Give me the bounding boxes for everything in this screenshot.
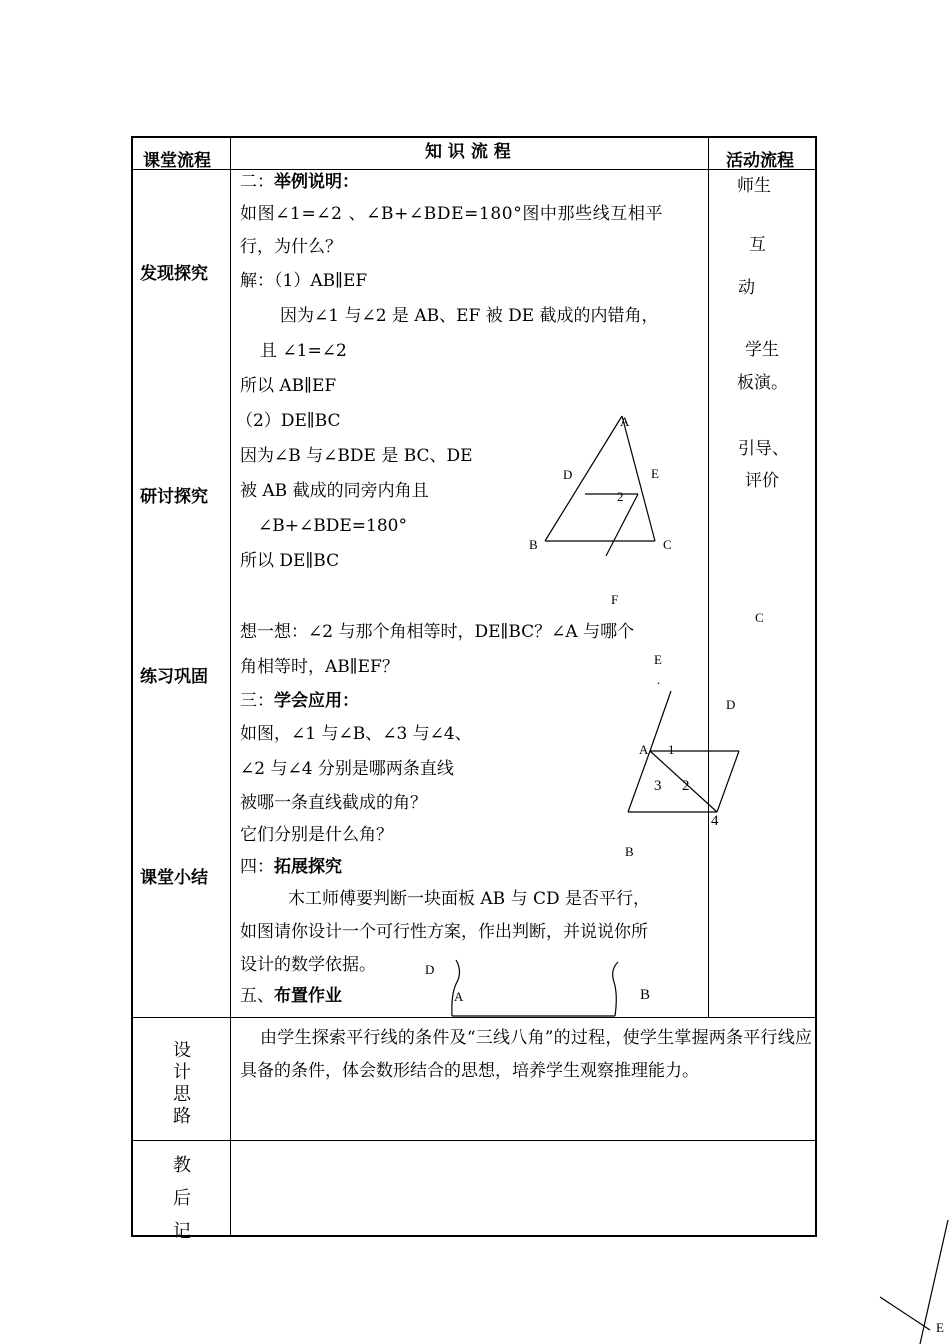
figure3-label-d: D <box>425 962 435 977</box>
figure2-angle-3: 3 <box>654 778 662 794</box>
section-two-heading: 二：举例说明： <box>240 172 359 192</box>
figure2-label-b: B <box>625 844 634 859</box>
content-line: 角相等时，AB∥EF？ <box>240 657 399 677</box>
figure2-label-e: E <box>654 652 662 667</box>
figure3-label-b: B <box>640 987 651 1003</box>
section-five-heading: 五、布置作业 <box>240 986 342 1006</box>
figure1-angle-2: 2 <box>617 489 624 504</box>
stage-practice: 练习巩固 <box>140 667 208 687</box>
header-lesson-flow: 课堂流程 <box>143 151 211 171</box>
figure1-label-a: A <box>620 414 630 429</box>
figure2-angle-4: 4 <box>711 813 719 829</box>
section-three-heading: 三：学会应用： <box>240 691 359 711</box>
activity-text: 评价 <box>745 471 779 491</box>
figure1-label-f: F <box>611 592 619 607</box>
figure1-label-e: E <box>651 466 659 481</box>
stage-summary: 课堂小结 <box>140 868 208 888</box>
figure2-angle-1: 1 <box>668 742 675 757</box>
content-line: 行，为什么？ <box>240 237 342 257</box>
content-line: 因为∠B 与∠BDE 是 BC、DE <box>240 446 473 466</box>
figure2-label-d: D <box>726 697 736 712</box>
figure1-label-b: B <box>529 537 538 552</box>
header-knowledge-flow: 知 识 流 程 <box>425 142 511 162</box>
figure4-label-e: E <box>936 1320 944 1335</box>
stage-discover: 发现探究 <box>140 264 208 284</box>
content-line: 如图∠1=∠2 、∠B+∠BDE=180°图中那些线互相平 <box>240 204 664 224</box>
figure2-angle-2: 2 <box>682 778 690 794</box>
content-line: 它们分别是什么角？ <box>240 825 393 845</box>
content-line: ∠B+∠BDE=180° <box>258 516 407 536</box>
triangle-figure <box>545 416 655 556</box>
activity-text: 互 <box>749 235 766 255</box>
header-activity-flow: 活动流程 <box>726 151 794 171</box>
content-line: 木工师傅要判断一块面板 AB 与 CD 是否平行， <box>288 889 651 909</box>
activity-text: 师生 <box>737 176 771 196</box>
figure2-label-c: C <box>755 610 764 625</box>
content-line: 解：（1）AB∥EF <box>240 271 368 291</box>
content-line: 设计的数学依据。 <box>240 955 376 975</box>
figure3-label-a: A <box>454 989 464 1004</box>
wooden-board-figure <box>452 960 618 1016</box>
content-line: 如图，∠1 与∠B、∠3 与∠4、 <box>240 724 472 744</box>
activity-text: 板演。 <box>737 373 788 393</box>
design-label: 设 计 思 路 <box>173 1040 191 1127</box>
figure1-label-c: C <box>663 537 672 552</box>
content-line: 因为∠1 与∠2 是 AB、EF 被 DE 截成的内错角， <box>280 306 659 326</box>
figure2-label-a: A <box>639 742 649 757</box>
content-line: 想一想：∠2 与那个角相等时，DE∥BC？∠A 与哪个 <box>240 622 635 642</box>
content-line: （2）DE∥BC <box>236 411 341 431</box>
content-line: 被哪一条直线截成的角？ <box>240 793 427 813</box>
content-line: 被 AB 截成的同旁内角且 <box>240 481 429 501</box>
activity-text: 动 <box>738 278 755 298</box>
content-line: ∠2 与∠4 分别是哪两条直线 <box>240 759 454 779</box>
section-four-heading: 四：拓展探究 <box>240 857 342 877</box>
content-line: 所以 AB∥EF <box>240 376 337 396</box>
stage-discuss: 研讨探究 <box>140 487 208 507</box>
activity-text: 学生 <box>745 340 779 360</box>
content-line: 且 ∠1=∠2 <box>260 341 347 361</box>
figure2-dot: . <box>657 672 661 687</box>
design-description: 由学生探索平行线的条件及“三线八角”的过程，使学生掌握两条平行线应具备的条件，体会数形结合的思想，培养学生观察推理能力。 <box>240 1028 812 1081</box>
content-line: 如图请你设计一个可行性方案，作出判断，并说说你所 <box>240 922 648 942</box>
notes-label: 教 后 记 <box>173 1155 191 1242</box>
figure1-label-d: D <box>563 467 573 482</box>
content-line: 所以 DE∥BC <box>240 551 340 571</box>
activity-text: 引导、 <box>738 439 789 459</box>
